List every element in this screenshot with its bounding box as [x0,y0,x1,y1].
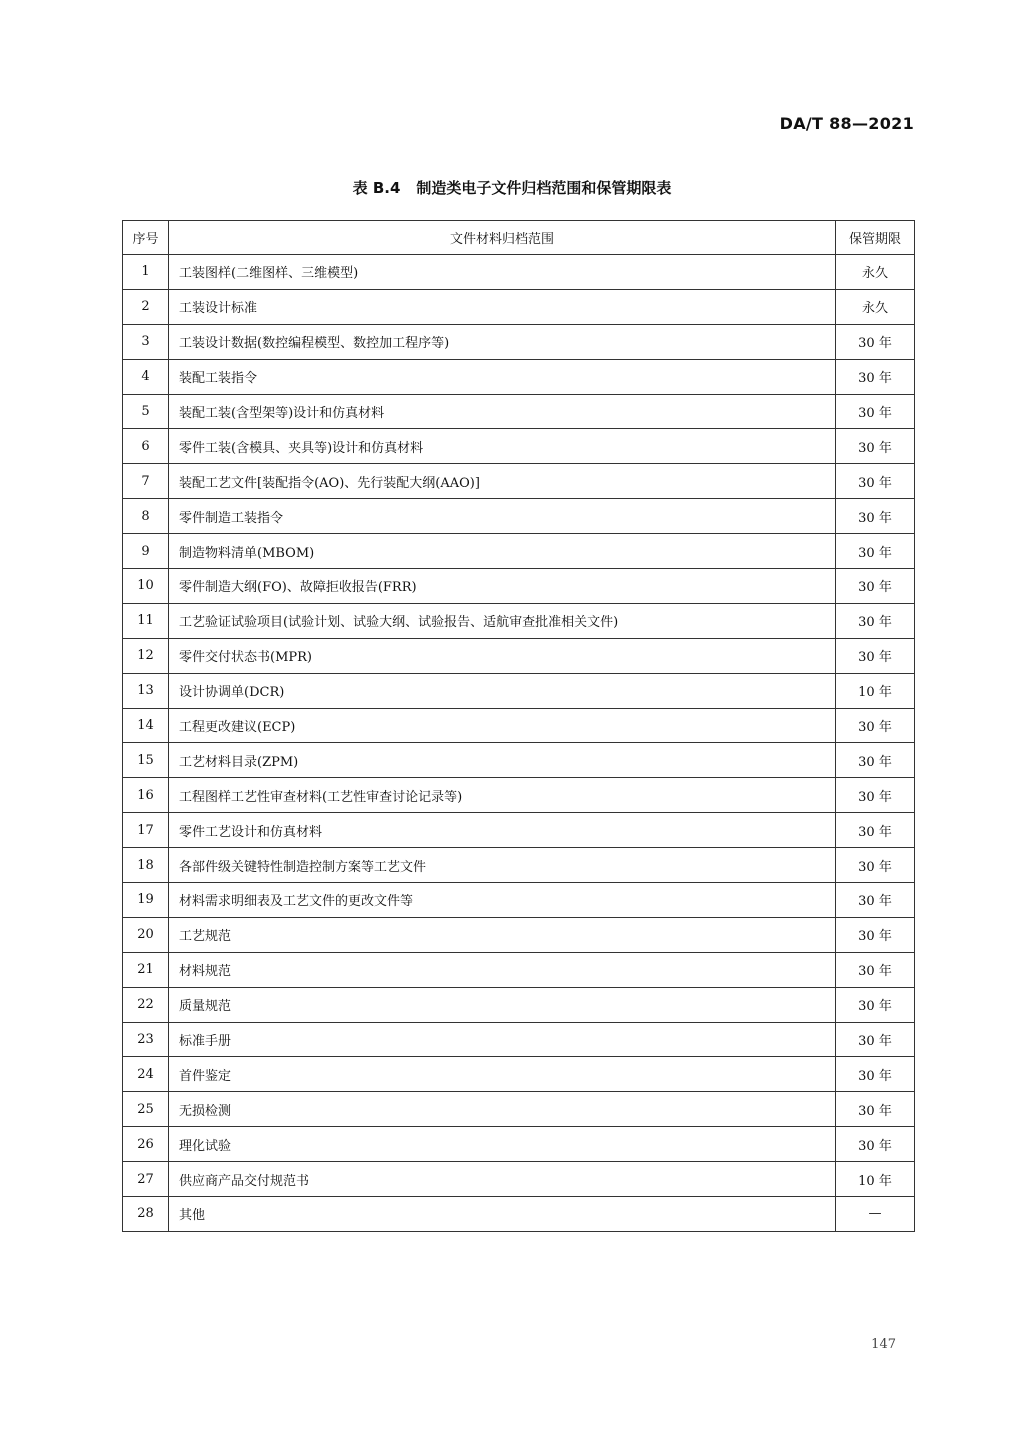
cell-seq: 8 [123,499,169,534]
cell-seq: 16 [123,778,169,813]
cell-period: 30 年 [836,638,915,673]
cell-scope: 零件工艺设计和仿真材料 [169,813,836,848]
cell-seq: 4 [123,359,169,394]
cell-period: 30 年 [836,1092,915,1127]
cell-seq: 13 [123,673,169,708]
cell-scope: 工艺验证试验项目(试验计划、试验大纲、试验报告、适航审查批准相关文件) [169,603,836,638]
cell-seq: 19 [123,883,169,918]
cell-seq: 27 [123,1162,169,1197]
cell-scope: 制造物料清单(MBOM) [169,534,836,569]
cell-scope: 工艺规范 [169,917,836,952]
archive-retention-table [122,220,915,1232]
table-row [123,1057,915,1092]
cell-period: 30 年 [836,359,915,394]
cell-period: 10 年 [836,673,915,708]
table-row [123,673,915,708]
cell-seq: 18 [123,848,169,883]
cell-period: 30 年 [836,429,915,464]
cell-period: 30 年 [836,743,915,778]
cell-seq: 15 [123,743,169,778]
cell-scope: 质量规范 [169,987,836,1022]
cell-seq: 9 [123,534,169,569]
cell-scope: 设计协调单(DCR) [169,673,836,708]
table-row [123,569,915,604]
table-row [123,743,915,778]
table-header-row [123,221,915,255]
table-row [123,499,915,534]
cell-period: 30 年 [836,534,915,569]
cell-period: 30 年 [836,1022,915,1057]
cell-scope: 供应商产品交付规范书 [169,1162,836,1197]
cell-period: 30 年 [836,917,915,952]
column-header-scope: 文件材料归档范围 [169,221,836,255]
cell-scope: 理化试验 [169,1127,836,1162]
table-body [123,255,915,1232]
cell-period: 30 年 [836,848,915,883]
table-row [123,359,915,394]
cell-period: 30 年 [836,394,915,429]
table-row [123,917,915,952]
table-row [123,464,915,499]
table-row [123,429,915,464]
cell-period: 30 年 [836,883,915,918]
cell-scope: 装配工艺文件[装配指令(AO)、先行装配大纲(AAO)] [169,464,836,499]
cell-period: 30 年 [836,813,915,848]
cell-scope: 零件制造大纲(FO)、故障拒收报告(FRR) [169,569,836,604]
cell-scope: 零件交付状态书(MPR) [169,638,836,673]
cell-scope: 装配工装(含型架等)设计和仿真材料 [169,394,836,429]
cell-seq: 12 [123,638,169,673]
cell-seq: 24 [123,1057,169,1092]
cell-period: 30 年 [836,1127,915,1162]
table-row [123,883,915,918]
cell-scope: 工程更改建议(ECP) [169,708,836,743]
cell-scope: 各部件级关键特性制造控制方案等工艺文件 [169,848,836,883]
table-row [123,778,915,813]
cell-seq: 21 [123,952,169,987]
cell-period: 30 年 [836,499,915,534]
table-title-text: 制造类电子文件归档范围和保管期限表 [416,179,672,197]
cell-period: 永久 [836,255,915,290]
standard-code: DA/T 88—2021 [779,114,914,133]
cell-seq: 22 [123,987,169,1022]
cell-scope: 零件制造工装指令 [169,499,836,534]
table-row [123,534,915,569]
cell-seq: 11 [123,603,169,638]
cell-scope: 工艺材料目录(ZPM) [169,743,836,778]
cell-period: 30 年 [836,1057,915,1092]
table-row [123,1197,915,1232]
table-row [123,1127,915,1162]
table-row [123,638,915,673]
cell-scope: 装配工装指令 [169,359,836,394]
cell-seq: 14 [123,708,169,743]
cell-seq: 23 [123,1022,169,1057]
cell-period: 30 年 [836,464,915,499]
cell-scope: 无损检测 [169,1092,836,1127]
cell-scope: 工装设计标准 [169,289,836,324]
table-number: 表 B.4 [352,179,401,197]
cell-seq: 25 [123,1092,169,1127]
cell-period: 30 年 [836,324,915,359]
table-title [0,177,1024,198]
cell-scope: 标准手册 [169,1022,836,1057]
cell-scope: 工程图样工艺性审查材料(工艺性审查讨论记录等) [169,778,836,813]
table-row [123,708,915,743]
cell-scope: 零件工装(含模具、夹具等)设计和仿真材料 [169,429,836,464]
cell-seq: 7 [123,464,169,499]
table-row [123,394,915,429]
cell-scope: 首件鉴定 [169,1057,836,1092]
cell-seq: 10 [123,569,169,604]
cell-period: 30 年 [836,569,915,604]
cell-seq: 5 [123,394,169,429]
table-row [123,1092,915,1127]
cell-period: 30 年 [836,708,915,743]
cell-scope: 材料规范 [169,952,836,987]
cell-period: 永久 [836,289,915,324]
table-row [123,603,915,638]
cell-seq: 6 [123,429,169,464]
cell-seq: 2 [123,289,169,324]
cell-scope: 工装图样(二维图样、三维模型) [169,255,836,290]
table-row [123,813,915,848]
table-row [123,255,915,290]
page-number: 147 [871,1337,896,1352]
cell-seq: 28 [123,1197,169,1232]
cell-period: — [836,1197,915,1232]
table-row [123,324,915,359]
cell-scope: 其他 [169,1197,836,1232]
cell-period: 10 年 [836,1162,915,1197]
cell-seq: 1 [123,255,169,290]
cell-period: 30 年 [836,778,915,813]
table-row [123,289,915,324]
cell-period: 30 年 [836,952,915,987]
cell-seq: 3 [123,324,169,359]
table-row [123,1022,915,1057]
cell-seq: 17 [123,813,169,848]
table-row [123,1162,915,1197]
cell-seq: 26 [123,1127,169,1162]
column-header-seq: 序号 [123,221,169,255]
cell-period: 30 年 [836,603,915,638]
cell-seq: 20 [123,917,169,952]
table-row [123,987,915,1022]
cell-scope: 材料需求明细表及工艺文件的更改文件等 [169,883,836,918]
column-header-period: 保管期限 [836,221,915,255]
table-row [123,848,915,883]
table-row [123,952,915,987]
cell-scope: 工装设计数据(数控编程模型、数控加工程序等) [169,324,836,359]
cell-period: 30 年 [836,987,915,1022]
